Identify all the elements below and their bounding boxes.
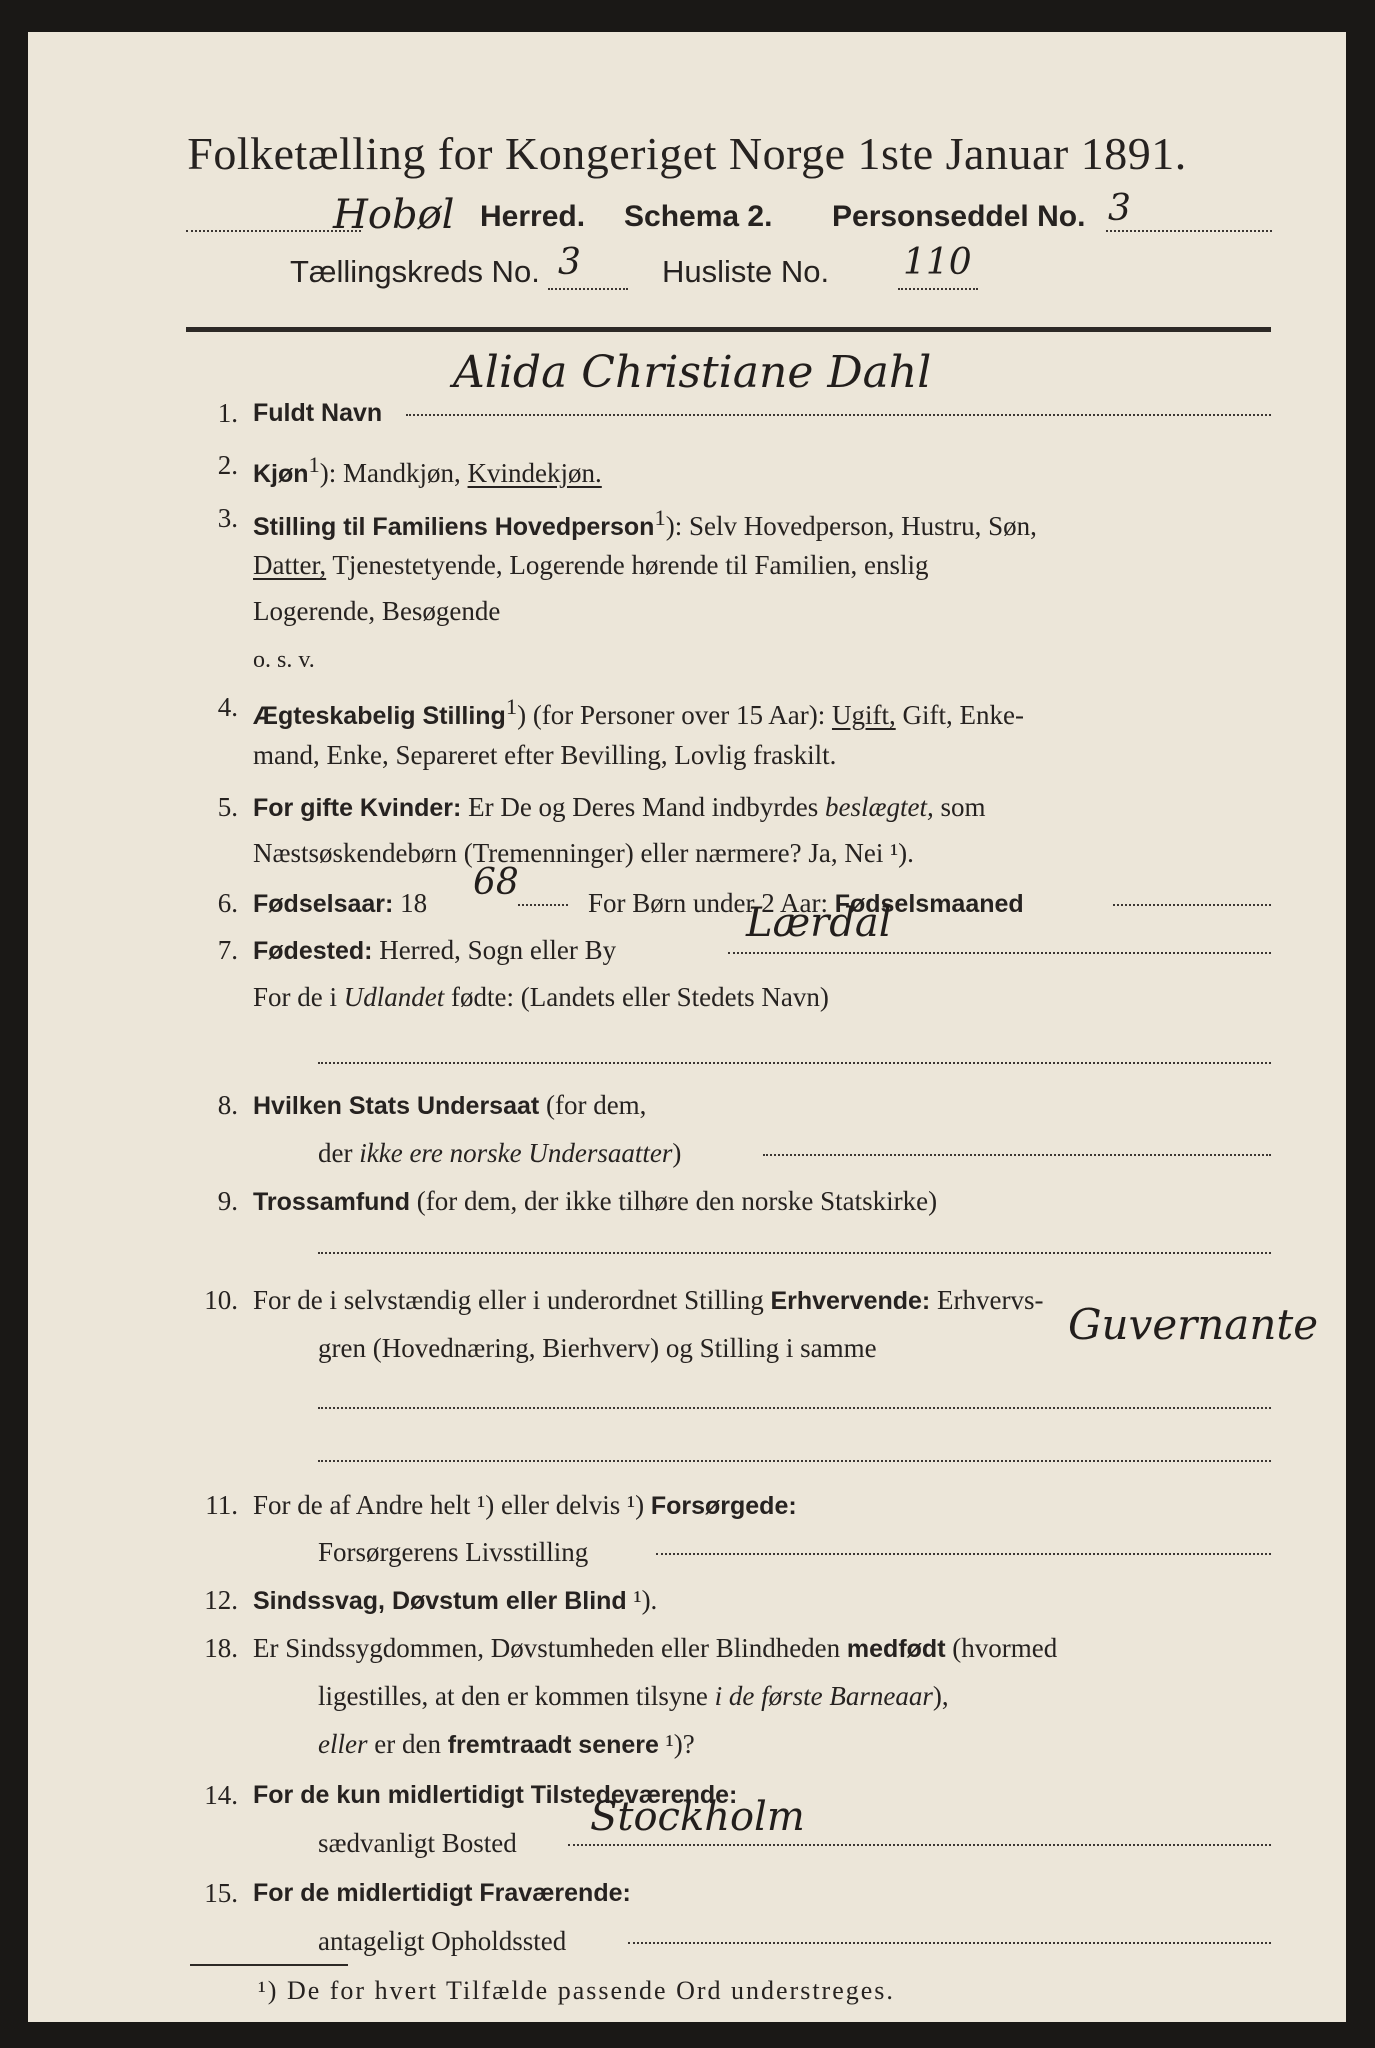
field-10-dotted-line-2 xyxy=(318,1460,1271,1462)
field-9-label: Trossamfund xyxy=(253,1188,410,1216)
field-3-sup: 1 xyxy=(654,505,666,530)
field-7-number: 7. xyxy=(217,935,238,965)
field-8-text: (for dem, xyxy=(539,1090,647,1120)
field-8-label: Hvilken Stats Undersaat xyxy=(253,1092,540,1120)
field-8-number: 8. xyxy=(217,1090,238,1120)
field-3-text-2: Tjenestetyende, Logerende hørende til Familien, enslig xyxy=(326,550,929,580)
footnote: ¹) De for hvert Tilfælde passende Ord understreges. xyxy=(258,1976,895,2005)
kreds-value: 3 xyxy=(558,242,581,283)
birthplace-value: Lærdal xyxy=(746,900,892,946)
field-13-text-2a: ligestilles, at den er kommen tilsyne xyxy=(318,1681,715,1711)
field-9-number: 9. xyxy=(217,1186,238,1216)
field-14-number: 14. xyxy=(204,1780,238,1810)
personseddel-label: Personseddel No. xyxy=(832,200,1086,233)
field-11-text-2: Forsørgerens Livsstilling xyxy=(318,1537,589,1567)
field-8-italic: ikke ere norske Undersaatter xyxy=(359,1138,673,1168)
husliste-dotted-line xyxy=(898,288,978,290)
field-4-sup: 1 xyxy=(505,694,518,719)
field-7-label: Fødested: xyxy=(253,937,373,965)
field-3-selected-option: Datter, xyxy=(253,550,327,580)
field-9-dotted-line xyxy=(318,1252,1271,1254)
field-4-text-1a: ) (for Personer over 15 Aar): xyxy=(517,700,832,730)
field-13-number: 18. xyxy=(204,1633,238,1663)
field-12-label: Sindssvag, Døvstum eller Blind xyxy=(253,1587,627,1615)
field-4-selected-option: Ugift, xyxy=(831,700,896,730)
field-7-text-2b: fødte: (Landets eller Stedets Navn) xyxy=(444,982,829,1012)
field-2-selected-option: Kvindekjøn. xyxy=(467,458,602,488)
usual-residence-value: Stockholm xyxy=(590,1794,805,1840)
field-14-dotted-line xyxy=(568,1844,1271,1846)
field-8-dotted-line xyxy=(763,1154,1271,1156)
kreds-dotted-line xyxy=(548,288,628,290)
field-1-dotted-line xyxy=(406,414,1271,416)
field-11-dotted-line xyxy=(656,1553,1271,1555)
field-1-number: 1. xyxy=(217,398,238,428)
field-3-label: Stilling til Familiens Hovedperson xyxy=(253,513,655,541)
field-13-label-2: fremtraadt senere xyxy=(447,1731,659,1759)
field-10-text-1a: For de i selvstændig eller i underordnet Stilling xyxy=(253,1285,771,1315)
field-6-label: Fødselsaar: xyxy=(253,890,394,918)
field-2-sup: 1 xyxy=(308,452,320,477)
field-10-text-2: gren (Hovednæring, Bierhverv) og Stilling i samme xyxy=(318,1333,877,1363)
field-11-text-1: For de af Andre helt ¹) eller delvis ¹) xyxy=(253,1490,651,1520)
form-title: Folketælling for Kongeriget Norge 1ste Januar 1891. xyxy=(187,128,1187,179)
field-6-number: 6. xyxy=(217,888,238,918)
field-5-number: 5. xyxy=(217,792,238,822)
field-11-number: 11. xyxy=(205,1490,238,1520)
field-7-text: Herred, Sogn eller By xyxy=(372,935,617,965)
field-5-text-1b: som xyxy=(933,792,986,822)
field-10-dotted-line-1 xyxy=(318,1407,1271,1409)
field-3-text-3: Logerende, Besøgende xyxy=(253,596,501,626)
field-13-text-1a: Er Sindssygdommen, Døvstumheden eller Blindheden xyxy=(253,1633,847,1663)
field-13-text-2b: ), xyxy=(932,1681,949,1711)
field-2-label: Kjøn xyxy=(253,460,309,488)
field-3-text-4: o. s. v. xyxy=(253,647,315,673)
field-13-italic-2: eller xyxy=(318,1729,368,1759)
husliste-value: 110 xyxy=(903,242,972,283)
field-15-text-2: antageligt Opholdssted xyxy=(318,1926,567,1956)
field-11-label: Forsørgede: xyxy=(650,1492,797,1520)
field-7-text-2a: For de i xyxy=(253,982,344,1012)
field-6-dotted-line-2 xyxy=(1113,904,1271,906)
field-6-text: For Børn under 2 Aar: xyxy=(588,888,835,918)
census-form-sheet xyxy=(28,32,1346,2022)
field-7-dotted-line-2 xyxy=(318,1062,1271,1064)
field-15-dotted-line xyxy=(628,1942,1271,1944)
schema-label: Schema 2. xyxy=(624,200,773,233)
field-4-text-1b: Gift, Enke- xyxy=(895,700,1024,730)
field-3-text-1: ): Selv Hovedperson, Hustru, Søn, xyxy=(665,511,1037,541)
field-10-number: 10. xyxy=(204,1285,238,1315)
field-14-text-2: sædvanligt Bosted xyxy=(318,1828,517,1858)
field-2-number: 2. xyxy=(217,450,238,480)
field-12-text: ¹). xyxy=(626,1585,658,1615)
field-7-dotted-line xyxy=(728,952,1271,954)
field-2-text: ): Mandkjøn, xyxy=(319,458,468,488)
field-5-text-1a: Er De og Deres Mand indbyrdes xyxy=(461,792,825,822)
field-1-label: Fuldt Navn xyxy=(253,399,383,427)
field-9-text: (for dem, der ikke tilhøre den norske Statskirke) xyxy=(409,1186,938,1216)
field-5-text-2: Næstsøskendebørn (Tremenninger) eller nærmere? Ja, Nei ¹). xyxy=(253,838,914,868)
field-3-number: 3. xyxy=(217,503,238,533)
field-10-text-1b: Erhvervs- xyxy=(930,1285,1044,1315)
field-10-label: Erhvervende: xyxy=(770,1287,931,1315)
field-6-dotted-line-1 xyxy=(518,904,568,906)
field-13-text-3b: ¹)? xyxy=(658,1729,695,1759)
field-15-label: For de midlertidigt Fraværende: xyxy=(253,1879,631,1907)
herred-value: Hobøl xyxy=(333,192,455,238)
personseddel-value: 3 xyxy=(1108,188,1131,229)
field-5-label: For gifte Kvinder: xyxy=(253,794,462,822)
field-13-text-3a: er den xyxy=(367,1729,448,1759)
field-15-number: 15. xyxy=(204,1878,238,1908)
field-4-label: Ægteskabelig Stilling xyxy=(253,702,506,730)
field-6-label-2: Fødselsmaaned xyxy=(834,890,1024,918)
husliste-label: Husliste No. xyxy=(662,254,830,289)
occupation-value: Guvernante xyxy=(1068,1300,1319,1349)
full-name-value: Alida Christiane Dahl xyxy=(453,347,932,398)
field-8-text-2a: der xyxy=(318,1138,360,1168)
field-12-number: 12. xyxy=(204,1585,238,1615)
birth-year-value: 68 xyxy=(473,862,519,903)
field-13-label: medfødt xyxy=(846,1635,946,1663)
field-6-year-prefix: 18 xyxy=(393,888,428,918)
field-5-italic: beslægtet, xyxy=(825,792,934,822)
personseddel-dotted-line xyxy=(1106,230,1272,232)
herred-label: Herred. xyxy=(480,200,586,233)
header-rule xyxy=(186,327,1271,332)
field-13-italic: i de første Barneaar xyxy=(714,1681,933,1711)
field-13-text-1b: (hvormed xyxy=(945,1633,1058,1663)
field-7-italic: Udlandet xyxy=(343,982,445,1012)
field-4-number: 4. xyxy=(217,692,238,722)
field-4-text-2: mand, Enke, Separeret efter Bevilling, Lovlig fraskilt. xyxy=(253,740,837,770)
field-8-text-2b: ) xyxy=(672,1138,682,1168)
kreds-label: Tællingskreds No. xyxy=(290,254,540,289)
field-14-label: For de kun midlertidigt Tilstedeværende: xyxy=(253,1781,738,1809)
